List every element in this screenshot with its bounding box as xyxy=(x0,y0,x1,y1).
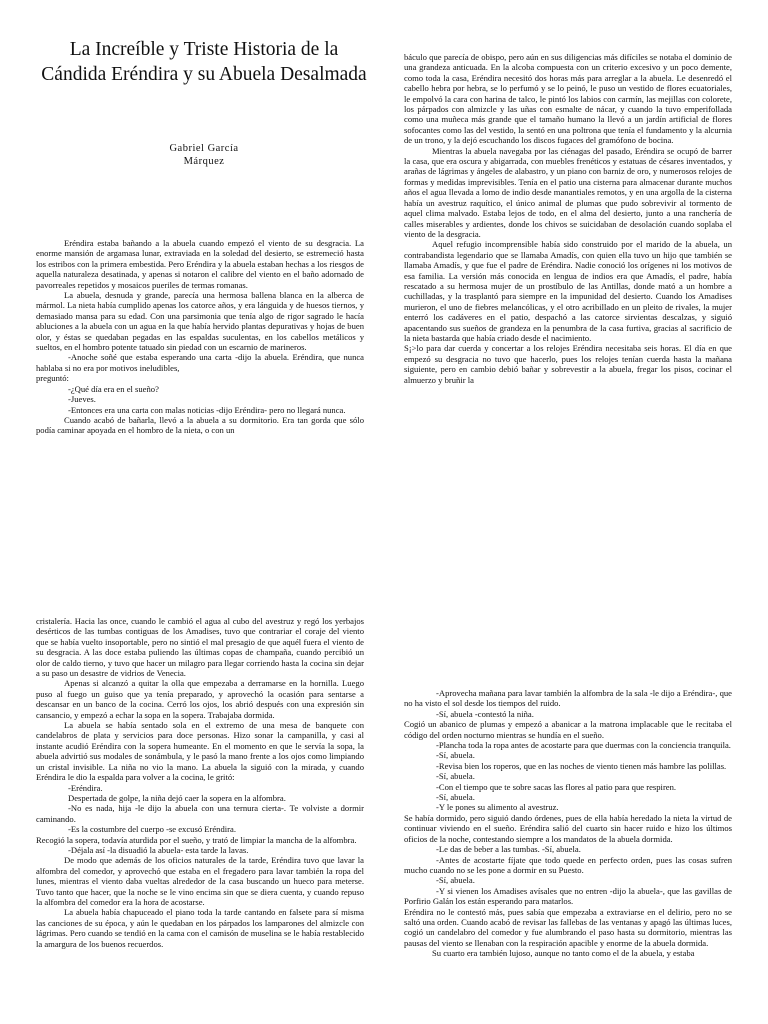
dialogue-line: -Sí, abuela -contestó la niña. xyxy=(436,708,534,719)
column-right-bottom xyxy=(404,688,732,959)
dialogue-line: -Jueves. xyxy=(68,394,96,405)
dialogue-line: -Sí, abuela. xyxy=(436,771,475,782)
paragraph: La abuela, desnuda y grande, parecía una hermosa ballena blanca en la alberca de mármol. La nieta había cumplido apenas los catorce años, y era lánguida y de huesos tiernos, y demasiado mansa para su edad. Con una parsimonia que tenía algo de rigor sagrado le hacía abluciones a la abuela con un agua en la que había hervido plantas depurativas y hojas de buen olor, y éstas se quedaban pegadas en las espaldas suculentas, en los cabellos metálicos y sueltos, en el hombro potente tatuado sin piedad con un escarnio de marineros. xyxy=(36,290,364,353)
author-name xyxy=(36,142,372,168)
paragraph: De modo que además de los oficios naturales de la tarde, Eréndira tuvo que lavar la alfombra del comedor, y aprovechó que estaba en el fregadero para lavar también la ropa del lunes, mientras el viento daba vueltas alrededor de la casa buscando un hueco para meterse. Tuvo tanto que hacer, que la noche se le vino encima sin que se diera cuenta, y cuando repuso la alfombra del comedor era la hora de acostarse. xyxy=(36,855,364,907)
story-title: La Increíble y Triste Historia de la Cándida Eréndira y su Abuela Desalmada xyxy=(41,39,367,85)
paragraph: báculo que parecía de obispo, pero aún en sus diligencias más difíciles se notaba el dominio de una grandeza anticuada. En la alcoba compuesta con un criterio excesivo y un poco demente, como toda la casa, Eréndira necesitó dos horas más para arreglar a la abuela. Le desenredó el cabello hebra por hebra, se lo perfumó y se lo peinó, le puso un vestido de flores ecuatoriales, le empolvó la cara con harina de talco, le pintó los labios con carmín, las mejillas con colorete, los párpados con almizcle y las uñas con esmalte de nácar, y cuando la tuvo emperifollada como una muñeca más grande que el tamaño humano la llevó a un jardín artificial de flores sofocantes como las del vestido, la sentó en una poltrona que tenía el fundamento y la alcurnia de un trono, y la dejó escuchando los discos fugaces del gramófono de bocina. xyxy=(404,52,732,146)
dialogue-line: -Y le pones su alimento al avestruz. xyxy=(436,802,559,813)
paragraph: Aquel refugio incomprensible había sido construido por el marido de la abuela, un contrabandista legendario que se llamaba Amadís, con quien ella tuvo un hijo que también se llamaba Amadís, y que fue el padre de Eréndira. Nadie conoció los orígenes ni los motivos de esa familia. La versión más conocida en lengua de indios era que Amadís, el padre, había rescatado a su hermosa mujer de un prostíbulo de las Antillas, donde mató a un hombre a cuchilladas, y la trasplantó para siempre en la impunidad del desierto. Cuando los Amadises murieron, el uno de fiebres melancólicas, y el otro acribillado en un pleito de rivales, la mujer enterró los cadáveres en el patio, despachó a las catorce sirvientas descalzas, y siguió apacentando sus sueños de grandeza en la penumbra de la casa furtiva, gracias al sacrificio de la nieta bastarda que había criado desde el nacimiento. xyxy=(404,239,732,343)
column-left-bottom xyxy=(36,616,364,949)
dialogue-line: -Es la costumbre del cuerpo -se excusó Eréndira. xyxy=(68,824,236,835)
dialogue-line: -Revisa bien los roperos, que en las noches de viento tienen más hambre las polillas. xyxy=(436,760,727,771)
column-right-top xyxy=(404,52,732,385)
paragraph: La abuela había chapuceado el piano toda la tarde cantando en falsete para sí misma las canciones de su época, y aún le quedaban en los párpados los lamparones del almizcle con lágrimas. Pero cuando se tendió en la cama con el camisón de muselina se le había restablecido la amargura de los buenos recuerdos. xyxy=(36,907,364,949)
dialogue-line: -Le das de beber a las tumbas. -Sí, abuela. xyxy=(436,844,581,855)
column-left-top xyxy=(36,238,364,436)
dialogue-line: -Plancha toda la ropa antes de acostarte para que duermas con la conciencia tranquila. xyxy=(436,740,731,751)
dialogue-line: -¿Qué día era en el sueño? xyxy=(68,383,159,394)
dialogue-line: -No es nada, hija -le dijo la abuela con una ternura cierta-. Te volviste a dormir caminando. xyxy=(36,803,364,824)
paragraph: Cogió un abanico de plumas y empezó a abanicar a la matrona implacable que le recitaba el código del orden nocturno mientras se hundía en el sueño. xyxy=(404,719,732,740)
dialogue-line: -Y si vienen los Amadises avísales que no entren -dijo la abuela-, que las gavillas de Porfirio Galán los están esperando para matarlos. xyxy=(404,885,732,907)
paragraph: Mientras la abuela navegaba por las ciénagas del pasado, Eréndira se ocupó de barrer la casa, que era oscura y abigarrada, con muebles frenéticos y estatuas de césares inventados, y arañas de lágrimas y ángeles de alabastro, y un piano con barniz de oro, y numerosos relojes de formas y medidas imprevisibles. Tenía en el patio una cisterna para almacenar durante muchos años el agua llevada a lomo de indio desde manantiales remotos, y en una argolla de la cisterna había un avestruz raquítico, el único animal de plumas que pudo sobrevivir al tormento de aquel clima malvado. Estaba lejos de todo, en el alma del desierto, junto a una ranchería de calles miserables y ardientes, donde los chivos se suicidaban de desolación cuando soplaba el viento de la desgracia. xyxy=(404,145,732,239)
paragraph: Eréndira estaba bañando a la abuela cuando empezó el viento de su desgracia. La enorme mansión de argamasa lunar, extraviada en la soledad del desierto, se estremeció hasta los estribos con la primera embestida. Pero Eréndira y la abuela estaban hechas a los riesgos de aquella naturaleza desatinada, y apenas si notaron el calibre del viento en el baño adornado de pavorreales repetidos y mosaicos pueriles de termas romanas. xyxy=(36,238,364,290)
paragraph: Apenas si alcanzó a quitar la olla que empezaba a derramarse en la hornilla. Luego puso al fuego un guiso que ya tenía preparado, y aprovechó la ocasión para sentarse a descansar en un banco de la cocina. Cerró los ojos, los abrió después con una expresión sin cansancio, y empezó a echar la sopa en la sopera. Trabajaba dormida. xyxy=(36,678,364,720)
paragraph: Cuando acabó de bañarla, llevó a la abuela a su dormitorio. Era tan gorda que sólo podía caminar apoyada en el hombro de la nieta, o con un xyxy=(36,414,364,436)
dialogue-line: -Entonces era una carta con malas noticias -dijo Eréndira- pero no llegará nunca. xyxy=(68,404,346,415)
dialogue-line: -Eréndira. xyxy=(68,782,103,793)
paragraph: preguntó: xyxy=(36,373,69,384)
author-last-name: Márquez xyxy=(183,156,225,167)
dialogue-line: -Antes de acostarte fíjate que todo quede en perfecto orden, pues las cosas sufren mucho cuando no se les pone a dormir en su Puesto. xyxy=(404,854,732,875)
paragraph: Eréndira no le contestó más, pues sabía que empezaba a extraviarse en el delirio, pero no se saltó una orden. Cuando acabó de revisar las fallebas de las ventanas y apagó las últimas luces, cogió un candelabro del comedor y fue alumbrando el paso hasta su dormitorio, mientras las pausas del viento se llenaban con la respiración apacible y enorme de la abuela dormida. xyxy=(404,906,732,948)
dialogue-line: -Sí, abuela. xyxy=(436,792,475,803)
dialogue-line: -Aprovecha mañana para lavar también la alfombra de la sala -le dijo a Eréndira-, que no ha visto el sol desde los tiempos del ruido. xyxy=(404,688,732,709)
dialogue-line: -Déjala así -la disuadió la abuela- esta tarde la lavas. xyxy=(68,844,249,855)
paragraph: Recogió la sopera, todavía aturdida por el sueño, y trató de limpiar la mancha de la alfombra. xyxy=(36,834,357,845)
dialogue-line: -Sí, abuela. xyxy=(436,875,475,886)
dialogue-line: -Con el tiempo que te sobre sacas las flores al patio para que respiren. xyxy=(436,781,677,792)
paragraph: S¡>lo para dar cuerda y concertar a los relojes Eréndira necesitaba seis horas. El día en que empezó su desgracia no tuvo que hacerlo, pues los relojes tenían cuerda hasta la mañana siguiente, pero en cambio debió bañar y sobrevestir a la abuela, fregar los pisos, cocinar el almuerzo y bruñir la xyxy=(404,343,732,385)
dialogue-line: -Anoche soñé que estaba esperando una carta -dijo la abuela. Eréndira, que nunca hablaba si no era por motivos ineludibles, xyxy=(36,352,364,373)
paragraph: Se había dormido, pero siguió dando órdenes, pues de ella había heredado la nieta la virtud de continuar viviendo en el sueño. Eréndira salió del cuarto sin hacer ruido e hizo los últimos oficios de la noche, contestando siempre a los mandatos de la abuela dormida. xyxy=(404,812,732,844)
paragraph: La abuela se había sentado sola en el extremo de una mesa de banquete con candelabros de plata y servicios para doce personas. Hizo sonar la campanilla, y casi al instante acudió Eréndira con la sopera humeante. En el momento en que le servía la sopa, la abuela advirtió sus modales de sonámbula, y le pasó la mano frente a los ojos como limpiando un cristal invisible. La niña no vio la mano. La abuela la siguió con la mirada, y cuando Eréndira le dio la espalda para volver a la cocina, le gritó: xyxy=(36,720,364,783)
dialogue-line: Despertada de golpe, la niña dejó caer la sopera en la alfombra. xyxy=(68,792,286,803)
dialogue-line: -Sí, abuela. xyxy=(436,750,475,761)
author-first-name: Gabriel García xyxy=(169,143,239,154)
paragraph: cristalería. Hacia las once, cuando le cambió el agua al cubo del avestruz y regó los yerbajos desérticos de las tumbas contiguas de los Amadises, tuvo que contrariar el coraje del viento que se había vuelto insoportable, pero no sintió el mal presagio de que aquél fuera el viento de su desgracia. A las doce estaba puliendo las últimas copas de champaña, cuando percibió un olor de caldo tierno, y tuvo que hacer un milagro para llegar corriendo hasta la cocina sin dejar a su paso un desastre de vidrios de Venecia. xyxy=(36,616,364,679)
paragraph: Su cuarto era también lujoso, aunque no tanto como el de la abuela, y estaba xyxy=(432,948,695,959)
